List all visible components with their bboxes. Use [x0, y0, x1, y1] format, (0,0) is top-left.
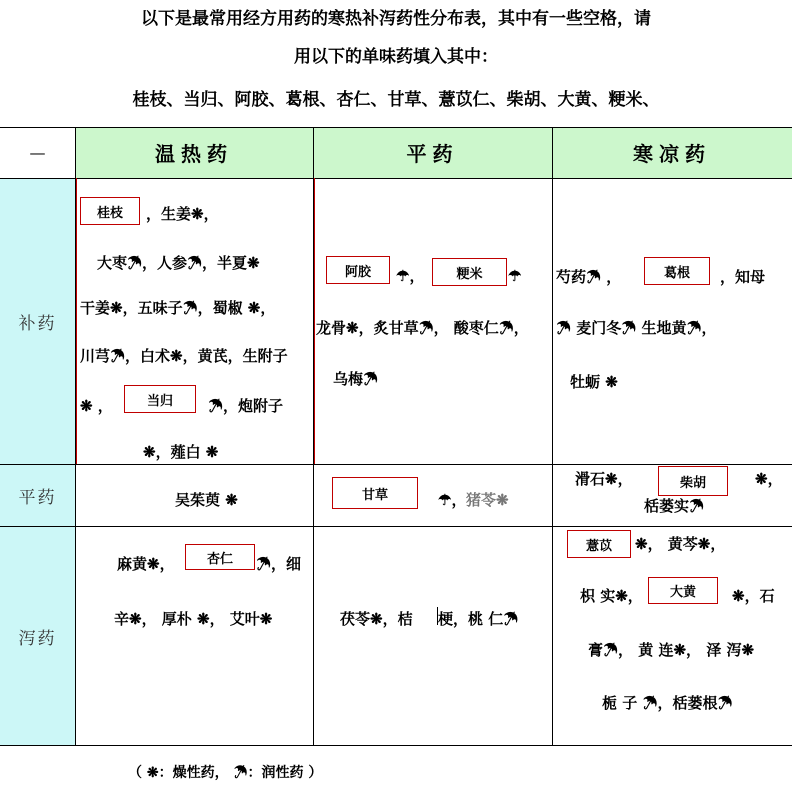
cell-text: 茯苓❋，桔: [340, 610, 413, 628]
cell-text: 栝蒌实☂: [644, 497, 705, 515]
cell-text: 猪苓❋: [466, 491, 509, 509]
cell-text: 芍药☂ ，: [556, 268, 622, 286]
cell-text: 枳 实❋，: [580, 587, 643, 605]
header-neutral: 平药: [313, 127, 552, 178]
answer-box-ejiao[interactable]: 阿胶: [326, 256, 390, 284]
cell-text: 川芎☂，白术❋，黄芪，生附子: [80, 347, 288, 365]
highlight-line: [76, 178, 77, 464]
grid-line: [0, 745, 792, 746]
cell-text: ☂，细: [256, 555, 302, 573]
cell-text: 辛❋， 厚朴 ❋， 艾叶❋: [114, 610, 273, 628]
title-line-1: 以下是最常用经方用药的寒热补泻药性分布表，其中有一些空格，请: [141, 9, 651, 29]
cell-text: ☂，: [396, 267, 425, 285]
cell-text: 干姜❋，五味子☂，蜀椒 ❋，: [80, 299, 276, 317]
title-line-3: 桂枝、当归、阿胶、葛根、杏仁、甘草、薏苡仁、柴胡、大黄、粳米、: [132, 90, 660, 110]
cell-text: ，知母: [720, 268, 766, 286]
cell-text: ☂: [508, 267, 522, 285]
highlight-line: [314, 178, 315, 464]
grid-line: [0, 127, 792, 128]
answer-box-gegen[interactable]: 葛根: [644, 257, 710, 285]
grid-line: [0, 178, 792, 179]
legend: （ ❋：燥性药， ☂：润性药 ）: [128, 765, 323, 781]
grid-line: [552, 127, 553, 746]
title-line-2: 用以下的单味药填入其中：: [294, 47, 498, 67]
row-label-xie: 泻药: [0, 526, 75, 746]
answer-box-gancao[interactable]: 甘草: [332, 477, 418, 509]
row-label-ping: 平药: [0, 464, 75, 526]
table-corner: —: [29, 143, 46, 162]
answer-box-chaihu[interactable]: 柴胡: [658, 466, 728, 496]
answer-box-dahuang[interactable]: 大黄: [648, 577, 718, 604]
cell-text: 龙骨❋，炙甘草☂， 酸枣仁☂，: [316, 319, 529, 337]
cell-text: 膏☂， 黄 连❋， 泽 泻❋: [588, 641, 755, 659]
cell-text: ☂，炮附子: [208, 397, 284, 415]
cell-text: 乌梅☂: [333, 370, 379, 388]
answer-box-yiyi[interactable]: 薏苡: [567, 530, 631, 558]
cell-text: ❋，薤白 ❋: [143, 443, 219, 461]
cell-text: 大枣☂，人参☂，半夏❋: [97, 254, 260, 272]
header-cold: 寒凉药: [552, 127, 792, 178]
cell-text: ❋，: [755, 470, 783, 488]
cell-text: ☂，: [438, 491, 467, 509]
header-warm: 温热药: [75, 127, 313, 178]
cell-text: ，生姜❋，: [146, 205, 219, 223]
cell-text: 梗，桃 仁☂: [438, 610, 519, 628]
answer-box-guizhi[interactable]: 桂枝: [80, 197, 140, 225]
answer-box-xingren[interactable]: 杏仁: [185, 544, 255, 570]
cell-text: 麻黄❋，: [117, 555, 175, 573]
cell-text: 牡蛎 ❋: [570, 373, 618, 391]
cell-text: ❋，石: [732, 587, 775, 605]
cell-text: ☂ 麦门冬☂ 生地黄☂，: [556, 319, 717, 337]
answer-box-jingmi[interactable]: 粳米: [432, 258, 507, 286]
cell-text: 滑石❋，: [575, 470, 633, 488]
grid-line: [0, 526, 792, 527]
grid-line: [0, 464, 792, 465]
cell-text: 吴茱萸 ❋: [175, 491, 238, 509]
answer-box-danggui[interactable]: 当归: [124, 385, 196, 413]
row-label-bu: 补药: [0, 178, 75, 464]
cell-text: ❋， 黄芩❋，: [635, 535, 726, 553]
cell-text: 栀 子 ☂，栝蒌根☂: [602, 694, 733, 712]
cell-text: ❋ ，: [80, 397, 113, 415]
